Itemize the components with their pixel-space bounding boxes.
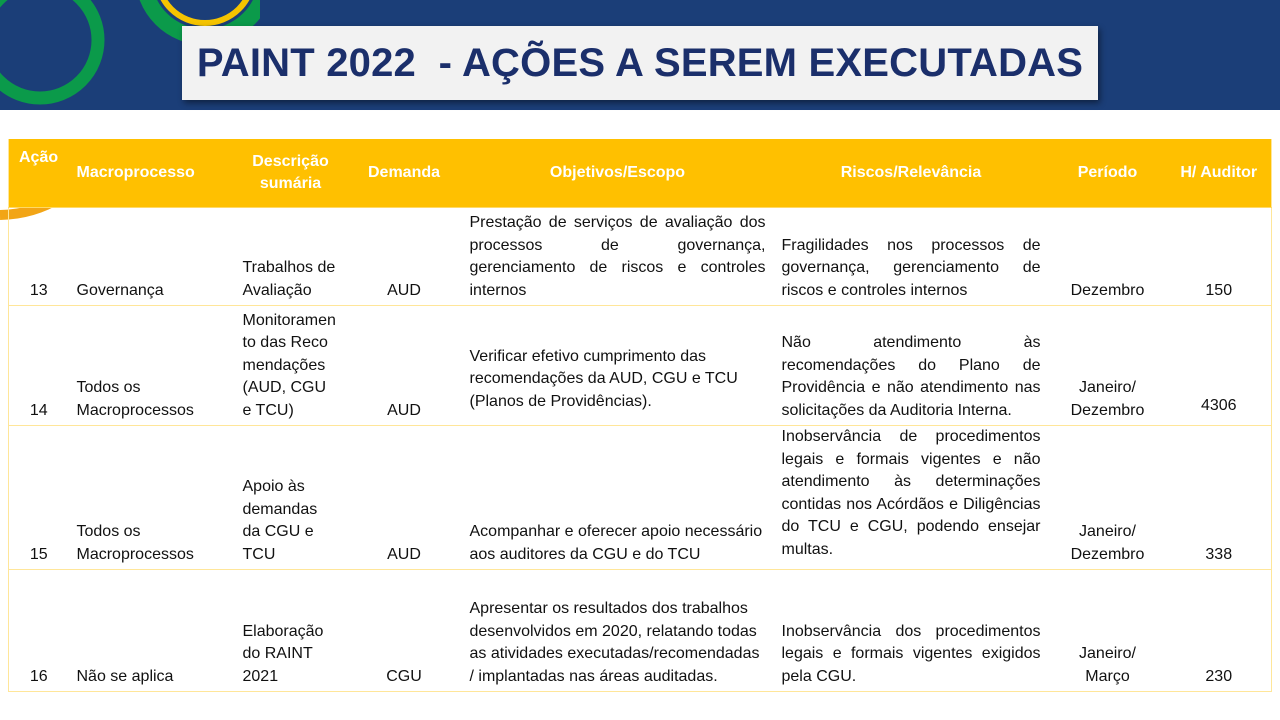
header-descricao: Descrição sumária bbox=[235, 139, 347, 208]
header-horas: H/ Auditor bbox=[1167, 139, 1272, 208]
header-objetivos: Objetivos/Escopo bbox=[462, 139, 774, 208]
table-row bbox=[9, 426, 1272, 570]
cell-demanda: AUD bbox=[347, 306, 462, 426]
cell-horas: 338 bbox=[1167, 426, 1272, 570]
cell-horas: 230 bbox=[1167, 570, 1272, 692]
cell-demanda: AUD bbox=[347, 426, 462, 570]
header-riscos: Riscos/Relevância bbox=[774, 139, 1049, 208]
cell-acao: 14 bbox=[9, 306, 69, 426]
cell-riscos: Inobservância dos procedimentos legais e formais vigentes exigidos pela CGU. bbox=[774, 570, 1049, 692]
cell-objetivos: Prestação de serviços de avaliação dos processos de governança, gerenciamento de riscos e controles internos bbox=[462, 208, 774, 306]
cell-horas: 150 bbox=[1167, 208, 1272, 306]
cell-macroprocesso: Não se aplica bbox=[69, 570, 235, 692]
table-row bbox=[9, 570, 1272, 692]
cell-riscos: Fragilidades nos processos de governança, gerenciamento de riscos e controles internos bbox=[774, 208, 1049, 306]
table-header-row bbox=[9, 139, 1272, 208]
cell-horas: 4306 bbox=[1167, 306, 1272, 426]
header-demanda: Demanda bbox=[347, 139, 462, 208]
cell-descricao: Monitoramento das Recomendações (AUD, CGU e TCU) bbox=[235, 306, 347, 426]
cell-riscos: Inobservância de procedimentos legais e formais vigentes e não atendimento às determinações contidas nos Acórdãos e Diligências do TCU e CGU, podendo ensejar multas. bbox=[774, 426, 1049, 570]
cell-objetivos: Verificar efetivo cumprimento das recomendações da AUD, CGU e TCU (Planos de Providências). bbox=[462, 306, 774, 426]
cell-descricao: Elaboração do RAINT 2021 bbox=[235, 570, 347, 692]
title-box bbox=[182, 26, 1098, 100]
table-row bbox=[9, 306, 1272, 426]
table-row bbox=[9, 208, 1272, 306]
header-periodo: Período bbox=[1049, 139, 1167, 208]
cell-macroprocesso: Todos os Macroprocessos bbox=[69, 306, 235, 426]
cell-demanda: AUD bbox=[347, 208, 462, 306]
header-macroprocesso: Macroprocesso bbox=[69, 139, 235, 208]
header-acao: Ação bbox=[9, 139, 69, 208]
cell-periodo: Janeiro/ Março bbox=[1049, 570, 1167, 692]
cell-periodo: Janeiro/ Dezembro bbox=[1049, 426, 1167, 570]
cell-macroprocesso: Todos os Macroprocessos bbox=[69, 426, 235, 570]
page-title: PAINT 2022 - AÇÕES A SEREM EXECUTADAS bbox=[196, 40, 1084, 85]
cell-acao: 13 bbox=[9, 208, 69, 306]
cell-demanda: CGU bbox=[347, 570, 462, 692]
cell-descricao: Trabalhos de Avaliação bbox=[235, 208, 347, 306]
cell-acao: 15 bbox=[9, 426, 69, 570]
actions-table bbox=[8, 139, 1272, 692]
cell-periodo: Janeiro/ Dezembro bbox=[1049, 306, 1167, 426]
cell-macroprocesso: Governança bbox=[69, 208, 235, 306]
cell-riscos: Não atendimento às recomendações do Plano de Providência e não atendimento nas solicitações da Auditoria Interna. bbox=[774, 306, 1049, 426]
cell-descricao: Apoio às demandas da CGU e TCU bbox=[235, 426, 347, 570]
cell-acao: 16 bbox=[9, 570, 69, 692]
cell-periodo: Dezembro bbox=[1049, 208, 1167, 306]
cell-objetivos: Acompanhar e oferecer apoio necessário aos auditores da CGU e do TCU bbox=[462, 426, 774, 570]
cell-objetivos: Apresentar os resultados dos trabalhos desenvolvidos em 2020, relatando todas as atividades executadas/recomendadas / implantadas nas áreas auditadas. bbox=[462, 570, 774, 692]
